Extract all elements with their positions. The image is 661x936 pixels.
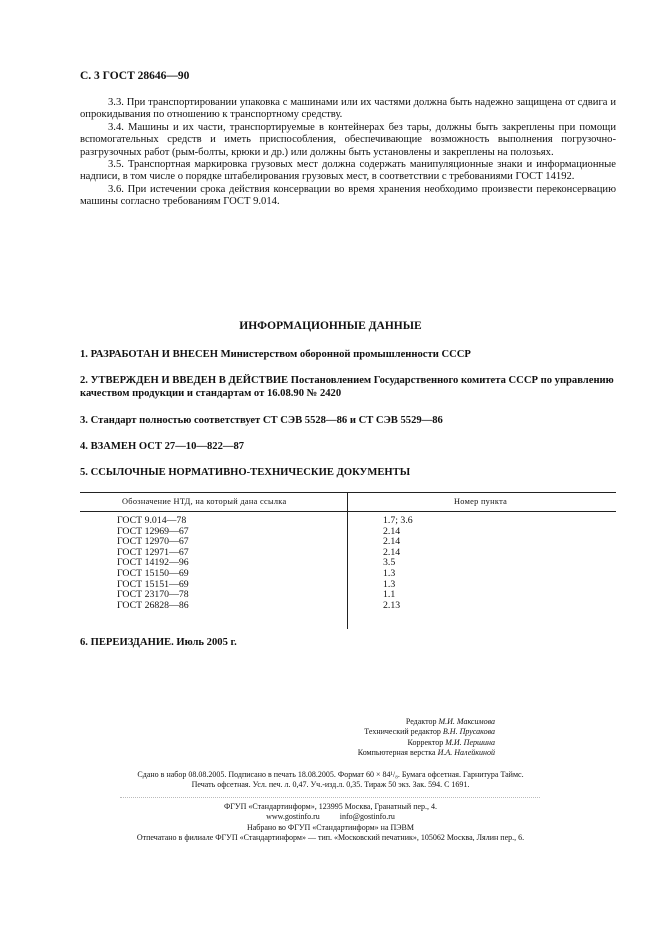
table-row [80, 516, 616, 527]
credit-name: И.А. Налейкиной [437, 748, 495, 758]
item-number: 1. [80, 349, 88, 360]
ref-document: ГОСТ 14192—96 [117, 557, 189, 569]
table-body [80, 516, 616, 611]
typeset-info: Набрано во ФГУП «Стандартинформ» на ПЭВМ [246, 822, 415, 832]
credit-role: Технический редактор [364, 727, 441, 737]
item-label: УТВЕРЖДЕН И ВВЕДЕН В ДЕЙСТВИЕ [90, 375, 289, 386]
table-header-rule [80, 511, 616, 512]
ref-clause: 1.3 [383, 578, 396, 590]
table-header-document: Обозначение НТД, на который дана ссылка [122, 497, 287, 506]
ref-clause: 1.3 [383, 567, 396, 579]
table-row [80, 601, 616, 612]
item-number: 3. [80, 415, 88, 426]
ref-document: ГОСТ 15151—69 [117, 578, 189, 590]
item-label: ВЗАМЕН ОСТ 27—10—822—87 [90, 441, 245, 452]
info-item-5 [80, 466, 625, 479]
paragraph-3-6: 3.6. При истечении срока действия консервации во время хранения необходимо произвести переконсервацию машины согласно требованиям ГОСТ 9.014. [80, 183, 616, 208]
item-text: Постановлением Государственного комитета СССР по управлению качеством продукции и стандартам от 16.08.90 № 2420 [80, 375, 614, 399]
ref-document: ГОСТ 9.014—78 [117, 515, 187, 526]
credit-name: В.Н. Прусакова [442, 727, 495, 737]
editorial-credits [245, 717, 495, 759]
credit-tech-editor [245, 727, 495, 737]
info-item-1 [80, 348, 625, 361]
ref-document: ГОСТ 26828—86 [117, 599, 189, 611]
table-row [80, 569, 616, 580]
info-item-2 [80, 374, 625, 400]
ref-clause: 2.14 [383, 536, 401, 548]
item-number: 2. [80, 375, 88, 386]
item-number: 5. [80, 467, 88, 478]
credit-role: Компьютерная верстка [357, 748, 436, 758]
table-top-rule [80, 492, 616, 493]
ref-clause: 2.14 [383, 525, 401, 537]
ref-clause: 2.14 [383, 546, 401, 558]
publisher-web: www.gostinfo.ru info@gostinfo.ru [266, 812, 395, 822]
ref-clause: 2.13 [383, 599, 401, 611]
credit-layout [245, 748, 495, 758]
page-header: С. 3 ГОСТ 28646—90 [80, 70, 190, 82]
publisher-address: ФГУП «Стандартинформ», 123995 Москва, Гранатный пер., 4. [223, 802, 438, 811]
print-info [0, 770, 661, 791]
ref-clause: 1.7; 3.6 [383, 515, 413, 526]
ref-clause: 1.1 [383, 589, 396, 601]
divider [120, 797, 540, 798]
item-label: РАЗРАБОТАН И ВНЕСЕН [90, 349, 218, 360]
ref-document: ГОСТ 12970—67 [117, 536, 189, 548]
print-info-line: Печать офсетная. Усл. печ. л. 0,47. Уч.-изд.л. 0,35. Тираж 50 экз. Зак. 594. С 1691. [191, 780, 470, 790]
ref-document: ГОСТ 12971—67 [117, 546, 189, 558]
paragraph-3-5: 3.5. Транспортная маркировка грузовых мест должна содержать манипуляционные знаки и информационные надписи, в том числе о порядке штабелирования грузовых мест, в соответствии с требованиями ГОСТ 14192. [80, 159, 616, 183]
credit-name: М.И. Максимова [438, 717, 495, 726]
table-column-divider [347, 492, 348, 511]
section-3-text [80, 97, 616, 209]
info-item-4 [80, 440, 625, 453]
credit-proofreader [245, 738, 495, 748]
item-text: Стандарт полностью соответствует СТ СЭВ 5528—86 и СТ СЭВ 5529—86 [90, 415, 443, 426]
item-number: 4. [80, 441, 88, 452]
credit-role: Корректор [407, 737, 444, 747]
paragraph-3-4: 3.4. Машины и их части, транспортируемые в контейнерах без тары, должны быть закреплены при помощи вспомогательных средств и иметь приспособления, обеспечивающие возможность выполнения погрузочно-разгрузочных работ (рым-болты, крюки и др.) или должны быть установлены и закреплены на полозьях. [80, 121, 616, 158]
info-data-title: ИНФОРМАЦИОННЫЕ ДАННЫЕ [239, 320, 422, 332]
credit-role: Редактор [405, 717, 437, 726]
printer-info: Отпечатано в филиале ФГУП «Стандартинформ» — тип. «Московский печатник», 105062 Москва, Лялин пер., 6. [136, 833, 525, 843]
credit-name: М.И. Першина [445, 737, 495, 747]
paragraph-3-3: 3.3. При транспортировании упаковка с машинами или их частями должна быть надежно защищена от сдвига и опрокидывания по отношению к транспортному средству. [80, 97, 616, 121]
credit-editor [245, 717, 495, 727]
ref-document: ГОСТ 15150—69 [117, 567, 189, 579]
info-item-3 [80, 414, 625, 427]
ref-clause: 3.5 [383, 557, 396, 569]
ref-document: ГОСТ 12969—67 [117, 525, 189, 537]
item-label: ССЫЛОЧНЫЕ НОРМАТИВНО-ТЕХНИЧЕСКИЕ ДОКУМЕНТЫ [90, 467, 411, 478]
info-item-6 [80, 636, 625, 649]
item-number: 6. [80, 637, 88, 648]
publisher-info [0, 802, 661, 844]
item-text: Министерством оборонной промышленности СССР [220, 349, 471, 360]
table-header-clause: Номер пункта [454, 497, 508, 506]
ref-document: ГОСТ 23170—78 [117, 589, 189, 601]
item-label: ПЕРЕИЗДАНИЕ. Июль 2005 г. [90, 637, 237, 648]
print-info-line: Сдано в набор 08.08.2005. Подписано в печать 18.08.2005. Формат 60 × 84¹/₈. Бумага офсетная. Гарнитура Таймс. [137, 770, 524, 779]
